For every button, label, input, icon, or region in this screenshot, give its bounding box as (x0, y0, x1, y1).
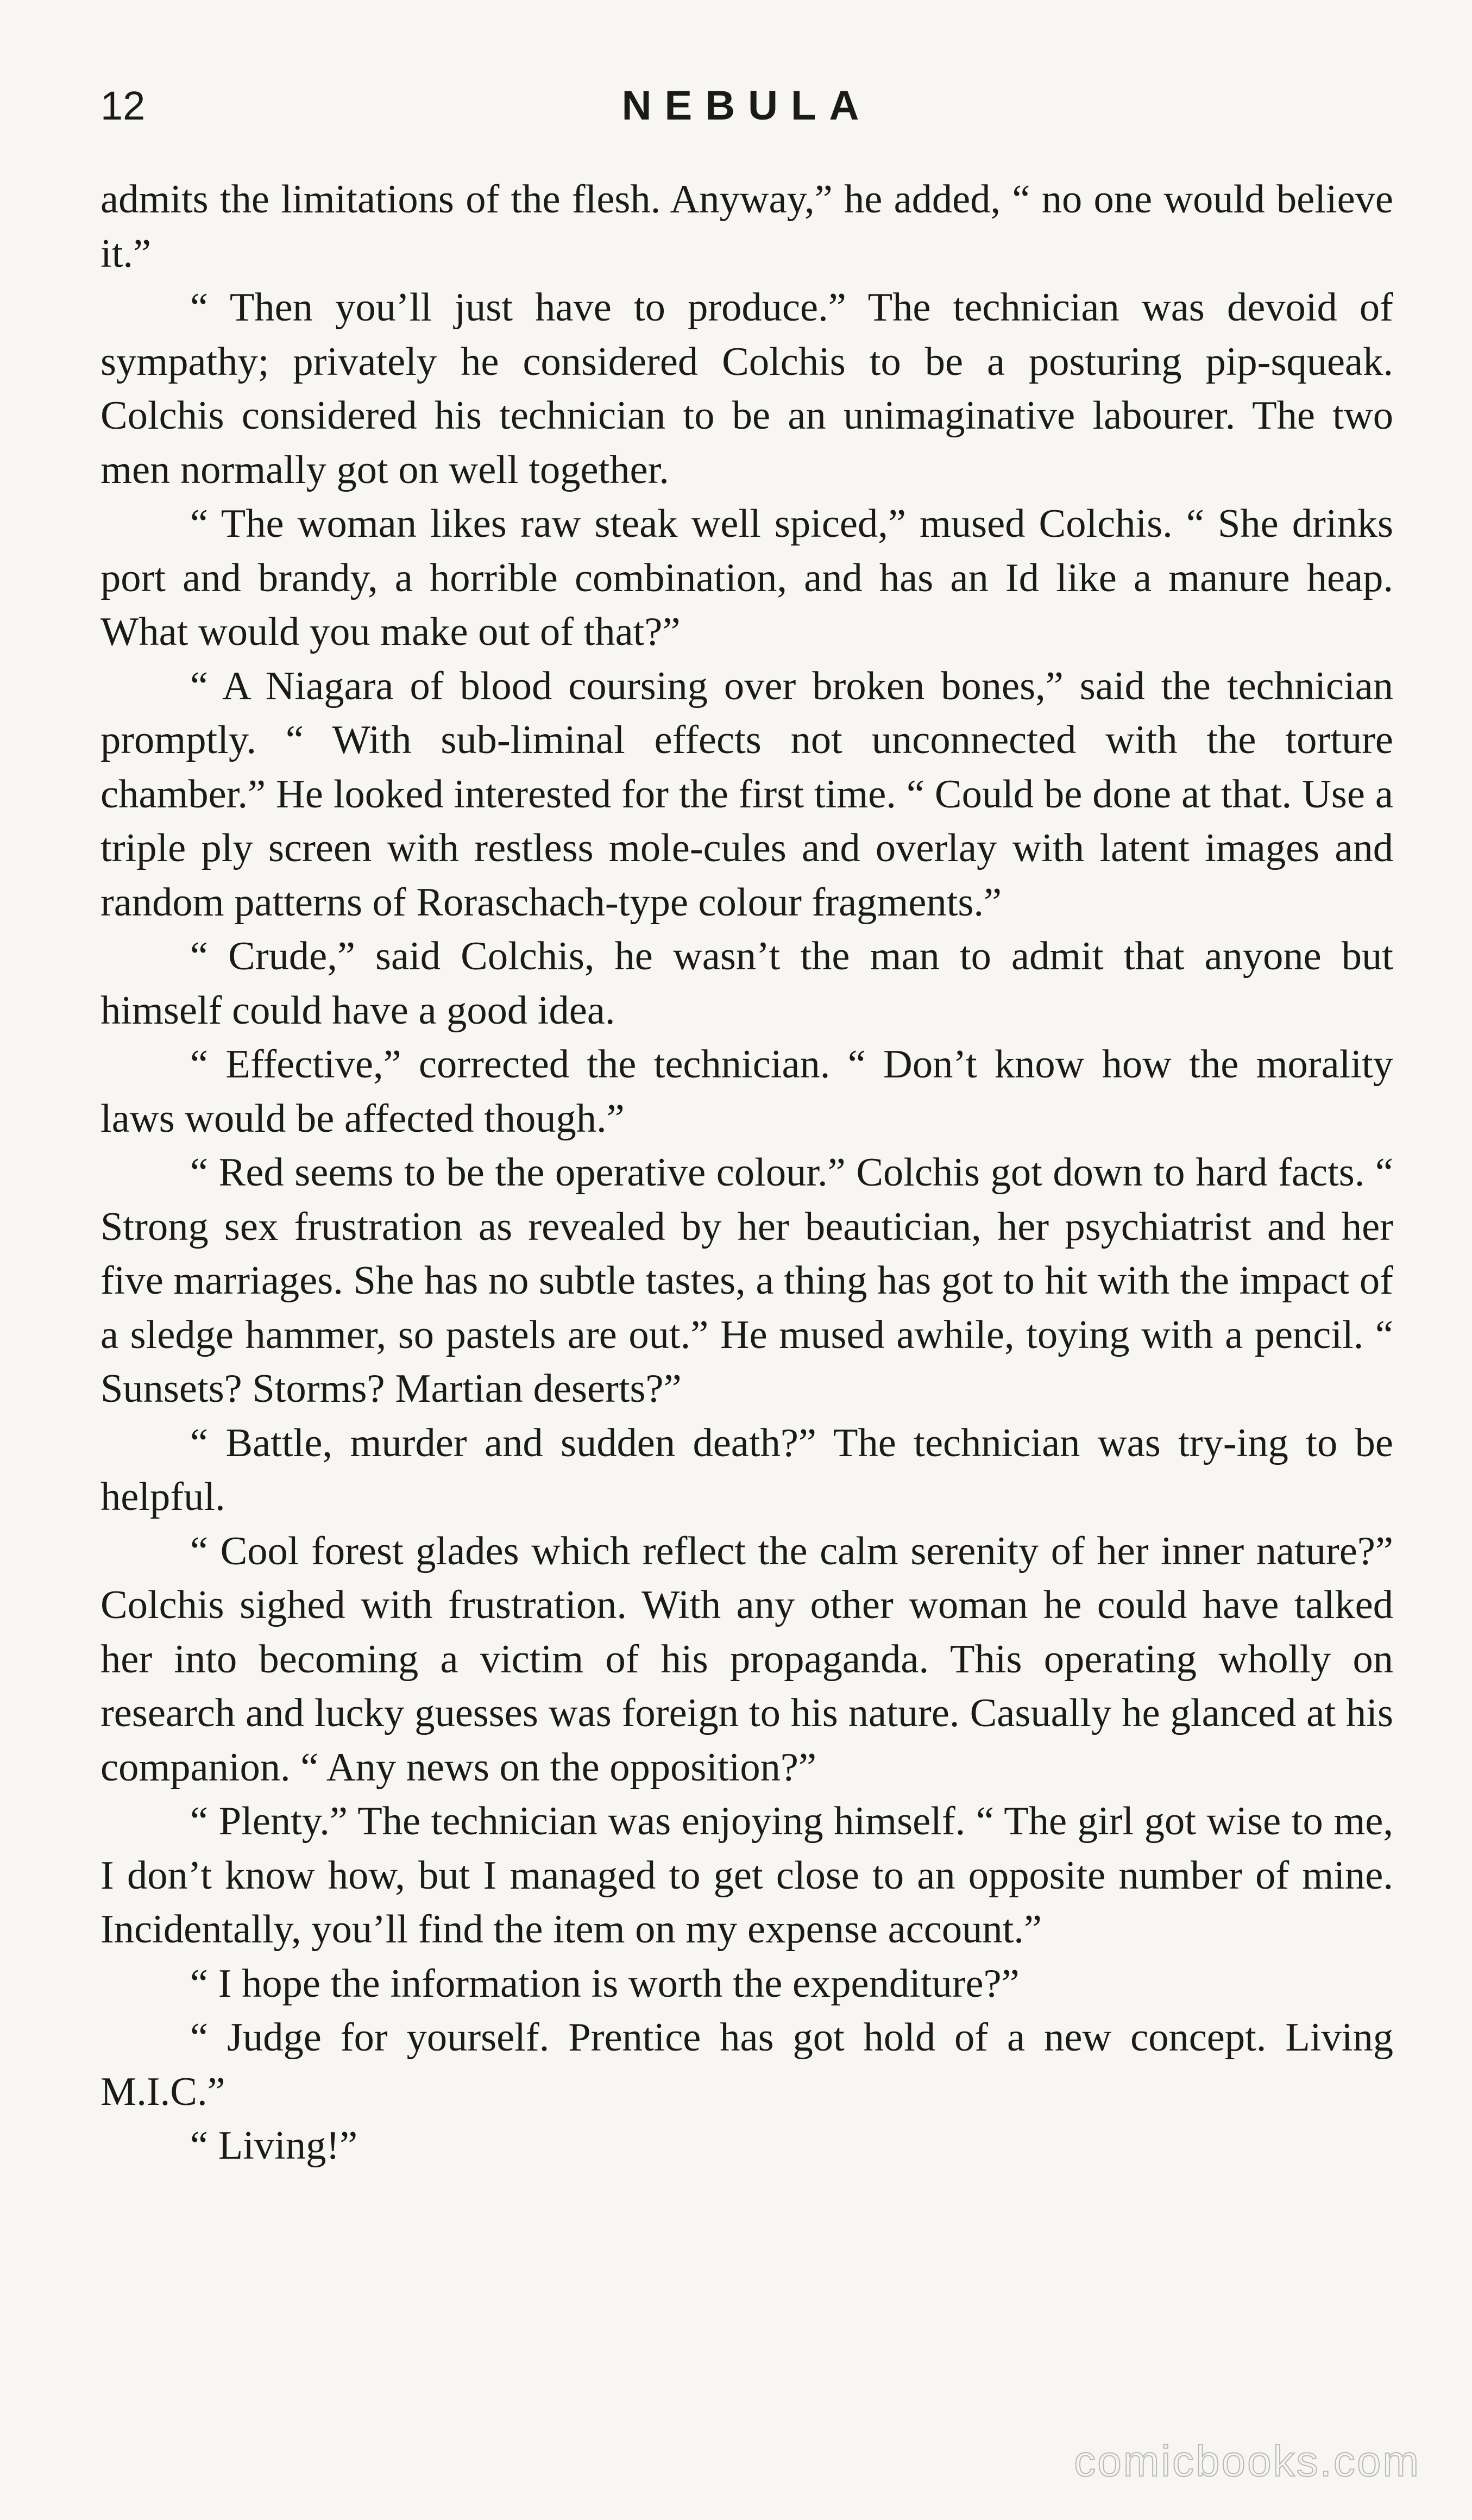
watermark: comicbooks.com (1074, 2437, 1420, 2485)
page-number: 12 (100, 83, 146, 128)
paragraph: admits the limitations of the flesh. Anyway,” he added, “ no one would believe it.” (100, 177, 1393, 276)
page-header (100, 76, 1393, 136)
paragraph: “ I hope the information is worth the expenditure?” (190, 1961, 1020, 2006)
paragraph: “ Plenty.” The technician was enjoying himself. “ The girl got wise to me, I don’t know how, but I managed to get close to an opposite number of mine. Incidentally, you’ll find the item on my expense account.” (100, 1799, 1393, 1952)
paragraph: “ A Niagara of blood coursing over broken bones,” said the technician promptly. “ With sub-liminal effects not unconnected with the torture chamber.” He looked interested for the first time. “ Could be done at that. Use a triple ply screen with restless mole-cules and overlay with latent images and random patterns of Roraschach-type colour fragments.” (100, 663, 1393, 925)
paragraph: “ Crude,” said Colchis, he wasn’t the man to admit that anyone but himself could have a good idea. (100, 934, 1393, 1033)
body-text (100, 173, 1393, 2173)
paragraph: “ Effective,” corrected the technician. “ Don’t know how the morality laws would be affected though.” (100, 1042, 1393, 1141)
running-title: NEBULA (621, 83, 872, 129)
paragraph: “ Battle, murder and sudden death?” The technician was try-ing to be helpful. (100, 1420, 1393, 1519)
paragraph: “ Judge for yourself. Prentice has got hold of a new concept. Living M.I.C.” (100, 2015, 1393, 2114)
paragraph: “ Red seems to be the operative colour.” Colchis got down to hard facts. “ Strong sex frustration as revealed by her beautician, her psychiatrist and her five marriages. She has no subtle tastes, a thing has got to hit with the impact of a sledge hammer, so pastels are out.” He mused awhile, toying with a pencil. “ Sunsets? Storms? Martian deserts?” (100, 1150, 1393, 1411)
paragraph: “ Then you’ll just have to produce.” The technician was devoid of sympathy; privately he considered Colchis to be a posturing pip-squeak. Colchis considered his technician to be an unimaginative labourer. The two men normally got on well together. (100, 285, 1393, 492)
paragraph: “ Cool forest glades which reflect the calm serenity of her inner nature?” Colchis sighed with frustration. With any other woman he could have talked her into becoming a victim of his propaganda. This operating wholly on research and lucky guesses was foreign to his nature. Casually he glanced at his companion. “ Any news on the opposition?” (100, 1528, 1393, 1790)
paragraph: “ The woman likes raw steak well spiced,” mused Colchis. “ She drinks port and brandy, a horrible combination, and has an Id like a manure heap. What would you make out of that?” (100, 502, 1393, 654)
paragraph: “ Living!” (190, 2123, 358, 2168)
